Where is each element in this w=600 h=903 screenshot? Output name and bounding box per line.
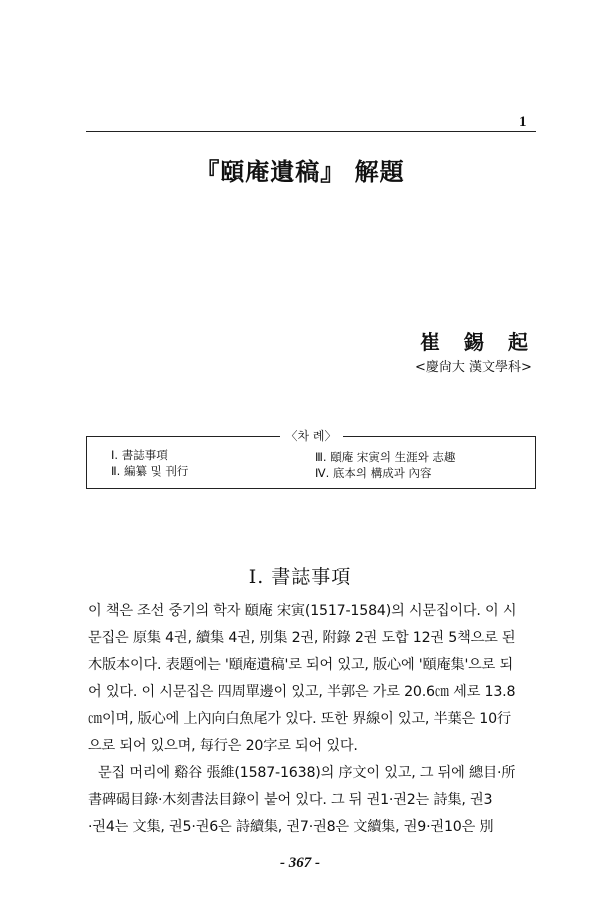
toc-item: Ⅳ. 底本의 構成과 內容 xyxy=(315,466,432,480)
document-title: 『頤庵遺稿』 解題 xyxy=(195,157,405,186)
header-rule xyxy=(86,131,536,132)
body-line: 어 있다. 이 시문집은 四周單邊이 있고, 半郭은 가로 20.6㎝ 세로 13.8 xyxy=(88,684,516,700)
body-line: 문집은 原集 4권, 續集 4권, 別集 2권, 附錄 2권 도합 12권 5책으로 된 xyxy=(88,630,516,646)
author-affiliation: <慶尙大 漢文學科> xyxy=(415,360,532,375)
footer-page-number: - 367 - xyxy=(280,855,320,871)
body-line: ㎝이며, 版心에 上內向白魚尾가 있다. 또한 界線이 있고, 半葉은 10行 xyxy=(88,711,511,727)
body-line: ·권4는 文集, 권5·권6은 詩續集, 권7·권8은 文續集, 권9·권10은 別 xyxy=(88,819,494,835)
body-line: 으로 되어 있으며, 每行은 20字로 되어 있다. xyxy=(88,738,358,754)
toc-heading xyxy=(87,427,535,444)
toc-item: Ⅲ. 頤庵 宋寅의 生涯와 志趣 xyxy=(315,450,456,464)
toc-item: Ⅰ. 書誌事項 xyxy=(111,448,168,462)
toc-heading-label: 〈차 례〉 xyxy=(280,429,343,443)
section-heading: Ⅰ. 書誌事項 xyxy=(248,566,352,588)
toc-item: Ⅱ. 編纂 및 刊行 xyxy=(111,464,189,478)
body-line: 문집 머리에 谿谷 張維(1587-1638)의 序文이 있고, 그 뒤에 總目·所 xyxy=(98,765,516,781)
header-page-number: 1 xyxy=(519,114,527,130)
table-of-contents xyxy=(86,429,536,489)
body-line: 이 책은 조선 중기의 학자 頤庵 宋寅(1517-1584)의 시문집이다. 이 시 xyxy=(88,603,517,619)
body-line: 木版本이다. 表題에는 '頤庵遺稿'로 되어 있고, 版心에 '頤庵集'으로 되 xyxy=(88,657,513,673)
author-name: 崔錫起 xyxy=(420,330,552,354)
body-line: 書碑碣目錄·木刻書法目錄이 붙어 있다. 그 뒤 권1·권2는 詩集, 권3 xyxy=(88,792,493,808)
